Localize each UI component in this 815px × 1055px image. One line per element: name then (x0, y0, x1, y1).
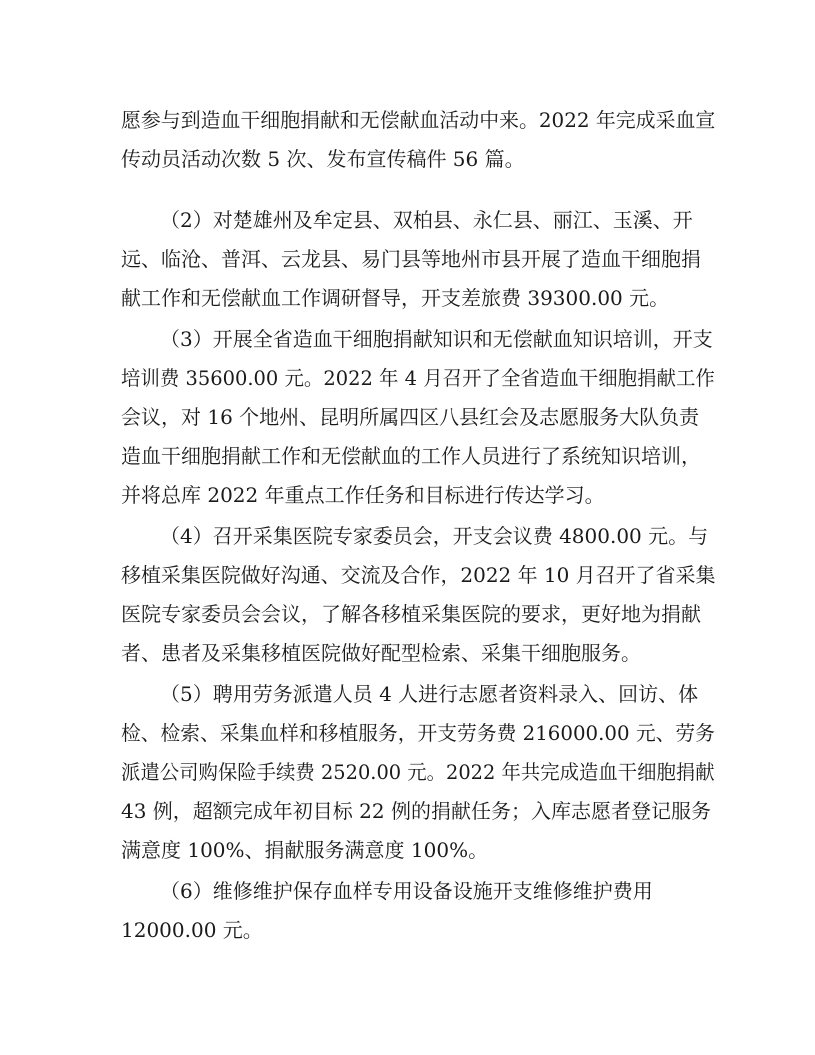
paragraph-line: （4）召开采集医院专家委员会，开支会议费 4800.00 元。与 (160, 524, 709, 548)
paragraph-line: 12000.00 元。 (121, 918, 263, 942)
paragraph-line: （3）开展全省造血干细胞捐献知识和无偿献血知识培训，开支 (160, 327, 713, 351)
paragraph-line: 医院专家委员会会议，了解各移植采集医院的要求，更好地为捐献 (121, 602, 701, 626)
paragraph-line: （2）对楚雄州及牟定县、双柏县、永仁县、丽江、玉溪、开 (160, 208, 693, 232)
paragraph-line: 满意度 100%、捐献服务满意度 100%。 (121, 838, 489, 862)
paragraph-line: 检、检索、采集血样和移植服务，开支劳务费 216000.00 元、劳务 (121, 721, 715, 745)
paragraph-line: 会议，对 16 个地州、昆明所属四区八县红会及志愿服务大队负责 (121, 405, 700, 429)
paragraph-line: （6）维修维护保存血样专用设备设施开支维修维护费用 (160, 879, 653, 903)
paragraph-line: 移植采集医院做好沟通、交流及合作，2022 年 10 月召开了省采集 (121, 563, 716, 587)
paragraph-line: 献工作和无偿献血工作调研督导，开支差旅费 39300.00 元。 (121, 286, 670, 310)
paragraph-line: 造血干细胞捐献工作和无偿献血的工作人员进行了系统知识培训， (121, 444, 701, 468)
paragraph-line: 者、患者及采集移植医院做好配型检索、采集干细胞服务。 (121, 641, 641, 665)
paragraph-line: 培训费 35600.00 元。2022 年 4 月召开了全省造血干细胞捐献工作 (121, 366, 715, 390)
paragraph-line: （5）聘用劳务派遣人员 4 人进行志愿者资料录入、回访、体 (160, 682, 699, 706)
paragraph-line: 43 例，超额完成年初目标 22 例的捐献任务；入库志愿者登记服务 (121, 799, 711, 823)
paragraph-line: 派遣公司购保险手续费 2520.00 元。2022 年共完成造血干细胞捐献 (121, 760, 715, 784)
paragraph-line: 传动员活动次数 5 次、发布宣传稿件 56 篇。 (121, 147, 525, 171)
paragraph-line: 并将总库 2022 年重点工作任务和目标进行传达学习。 (121, 483, 605, 507)
paragraph-line: 愿参与到造血干细胞捐献和无偿献血活动中来。2022 年完成采血宣 (121, 108, 716, 132)
paragraph-line: 远、临沧、普洱、云龙县、易门县等地州市县开展了造血干细胞捐 (121, 247, 701, 271)
